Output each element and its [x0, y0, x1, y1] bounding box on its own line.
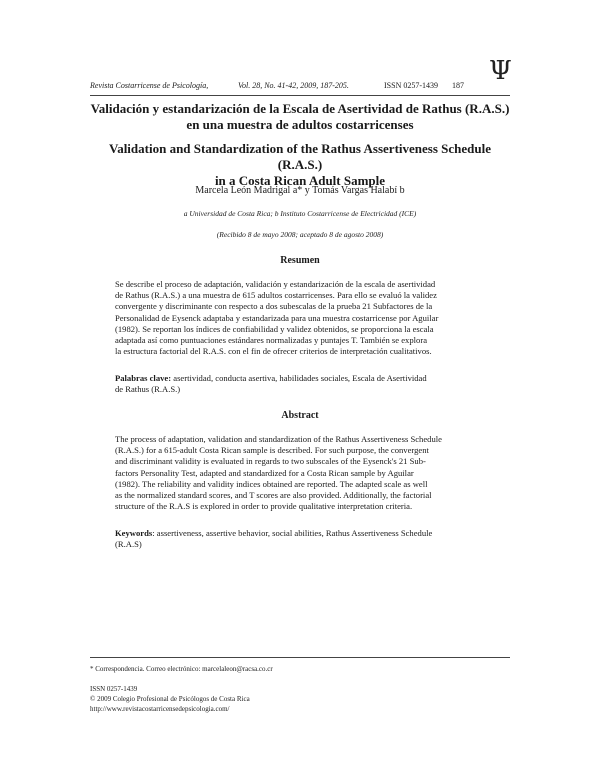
- abstract-keywords: [115, 528, 513, 550]
- journal-volume: Vol. 28, No. 41-42, 2009, 187-205.: [238, 81, 349, 90]
- running-header: [90, 79, 510, 93]
- abstract-line: and discriminant validity is evaluated in regards to two subscales of the Eysenck's 21 Sub-: [115, 456, 426, 467]
- keywords-es-line2: de Rathus (R.A.S.): [115, 384, 181, 395]
- page-number: 187: [452, 81, 464, 90]
- abstract-line: The process of adaptation, validation and standardization of the Rathus Assertiveness Schedule: [115, 434, 442, 444]
- resumen-line: la estructura factorial del R.A.S. con el fin de ofrecer criterios de interpretación cualitativos.: [115, 346, 432, 357]
- keywords-es-line1: asertividad, conducta asertiva, habilidades sociales, Escala de Asertividad: [173, 373, 427, 383]
- footer-url[interactable]: http://www.revistacostarricensedepsicologia.com/: [90, 705, 230, 713]
- footnote-rule: [90, 657, 510, 658]
- spanish-title-line2: en una muestra de adultos costarricenses: [186, 117, 414, 132]
- affiliations: a Universidad de Costa Rica; b Instituto Costarricense de Electricidad (ICE): [183, 209, 417, 218]
- resumen-line: convergente y discriminante con respecto a dos subescalas de la prueba 21 Subfactores de la: [115, 301, 433, 312]
- abstract-line: (R.A.S.) for a 615-adult Costa Rican sample is described. For such purpose, the convergent: [115, 445, 429, 456]
- spanish-title: [90, 101, 510, 133]
- abstract-line: (1982). The reliability and validity indices obtained are reported. The adapted scale as well: [115, 478, 428, 489]
- header-rule: [90, 95, 510, 96]
- resumen-line: Personalidad de Eysenck adaptaba y estandarizada para una muestra costarricense por Aguilar: [115, 312, 439, 323]
- header-issn: ISSN 0257-1439: [384, 81, 439, 90]
- resumen-line: (1982). Se reportan los índices de confiabilidad y validez obtenidos, se proporciona la escala: [115, 323, 434, 334]
- correspondence-footnote: * Correspondencia. Correo electrónico: marcelaleon@racsa.co.cr: [90, 665, 273, 673]
- abstract-line: factors Personality Test, adapted and standardized for a Costa Rican sample by Aguilar: [115, 467, 414, 478]
- psi-logo-icon: Ψ: [489, 56, 512, 86]
- keywords-label-en: Keywords: [115, 528, 153, 538]
- spanish-title-line1: Validación y estandarización de la Escala de Asertividad de Rathus (R.A.S.): [90, 101, 510, 116]
- english-title-line1: Validation and Standardization of the Rathus Assertiveness Schedule (R.A.S.): [109, 141, 491, 172]
- received-dates: (Recibido 8 de mayo 2008; aceptado 8 de agosto 2008): [216, 230, 384, 239]
- abstract-heading: Abstract: [281, 410, 319, 421]
- keywords-en-line2: (R.A.S): [115, 539, 142, 550]
- resumen-line: adaptada así como puntuaciones estándares normalizadas y puntajes T. También se explora: [115, 335, 428, 346]
- journal-name: Revista Costarricense de Psicología,: [90, 81, 209, 90]
- authors: Marcela León Madrigal a* y Tomás Vargas Halabí b: [195, 185, 405, 196]
- keywords-en-line1: : assertiveness, assertive behavior, social abilities, Rathus Assertiveness Schedule: [152, 528, 433, 538]
- resumen-line: de Rathus (R.A.S.) a una muestra de 615 adultos costarricenses. Para ello se evaluó la validez: [115, 290, 437, 301]
- resumen-keywords: [115, 373, 513, 395]
- english-title-line2: in a Costa Rican Adult Sample: [214, 173, 386, 188]
- resumen-body: [115, 279, 513, 357]
- keywords-label-es: Palabras clave:: [115, 373, 172, 383]
- footer-info: [90, 684, 250, 714]
- abstract-line: as the normalized standard scores, and T scores are also provided. Additionally, the factorial: [115, 490, 432, 501]
- footer-copyright: © 2009 Colegio Profesional de Psicólogos de Costa Rica: [90, 695, 250, 703]
- footer-issn: ISSN 0257-1439: [90, 685, 138, 693]
- abstract-body: [115, 434, 513, 512]
- english-title: [90, 141, 510, 189]
- abstract-line: structure of the R.A.S is explored in order to provide qualitative interpretation criteria.: [115, 501, 413, 512]
- resumen-line: Se describe el proceso de adaptación, validación y estandarización de la escala de asertividad: [115, 279, 436, 289]
- resumen-heading: Resumen: [280, 255, 320, 266]
